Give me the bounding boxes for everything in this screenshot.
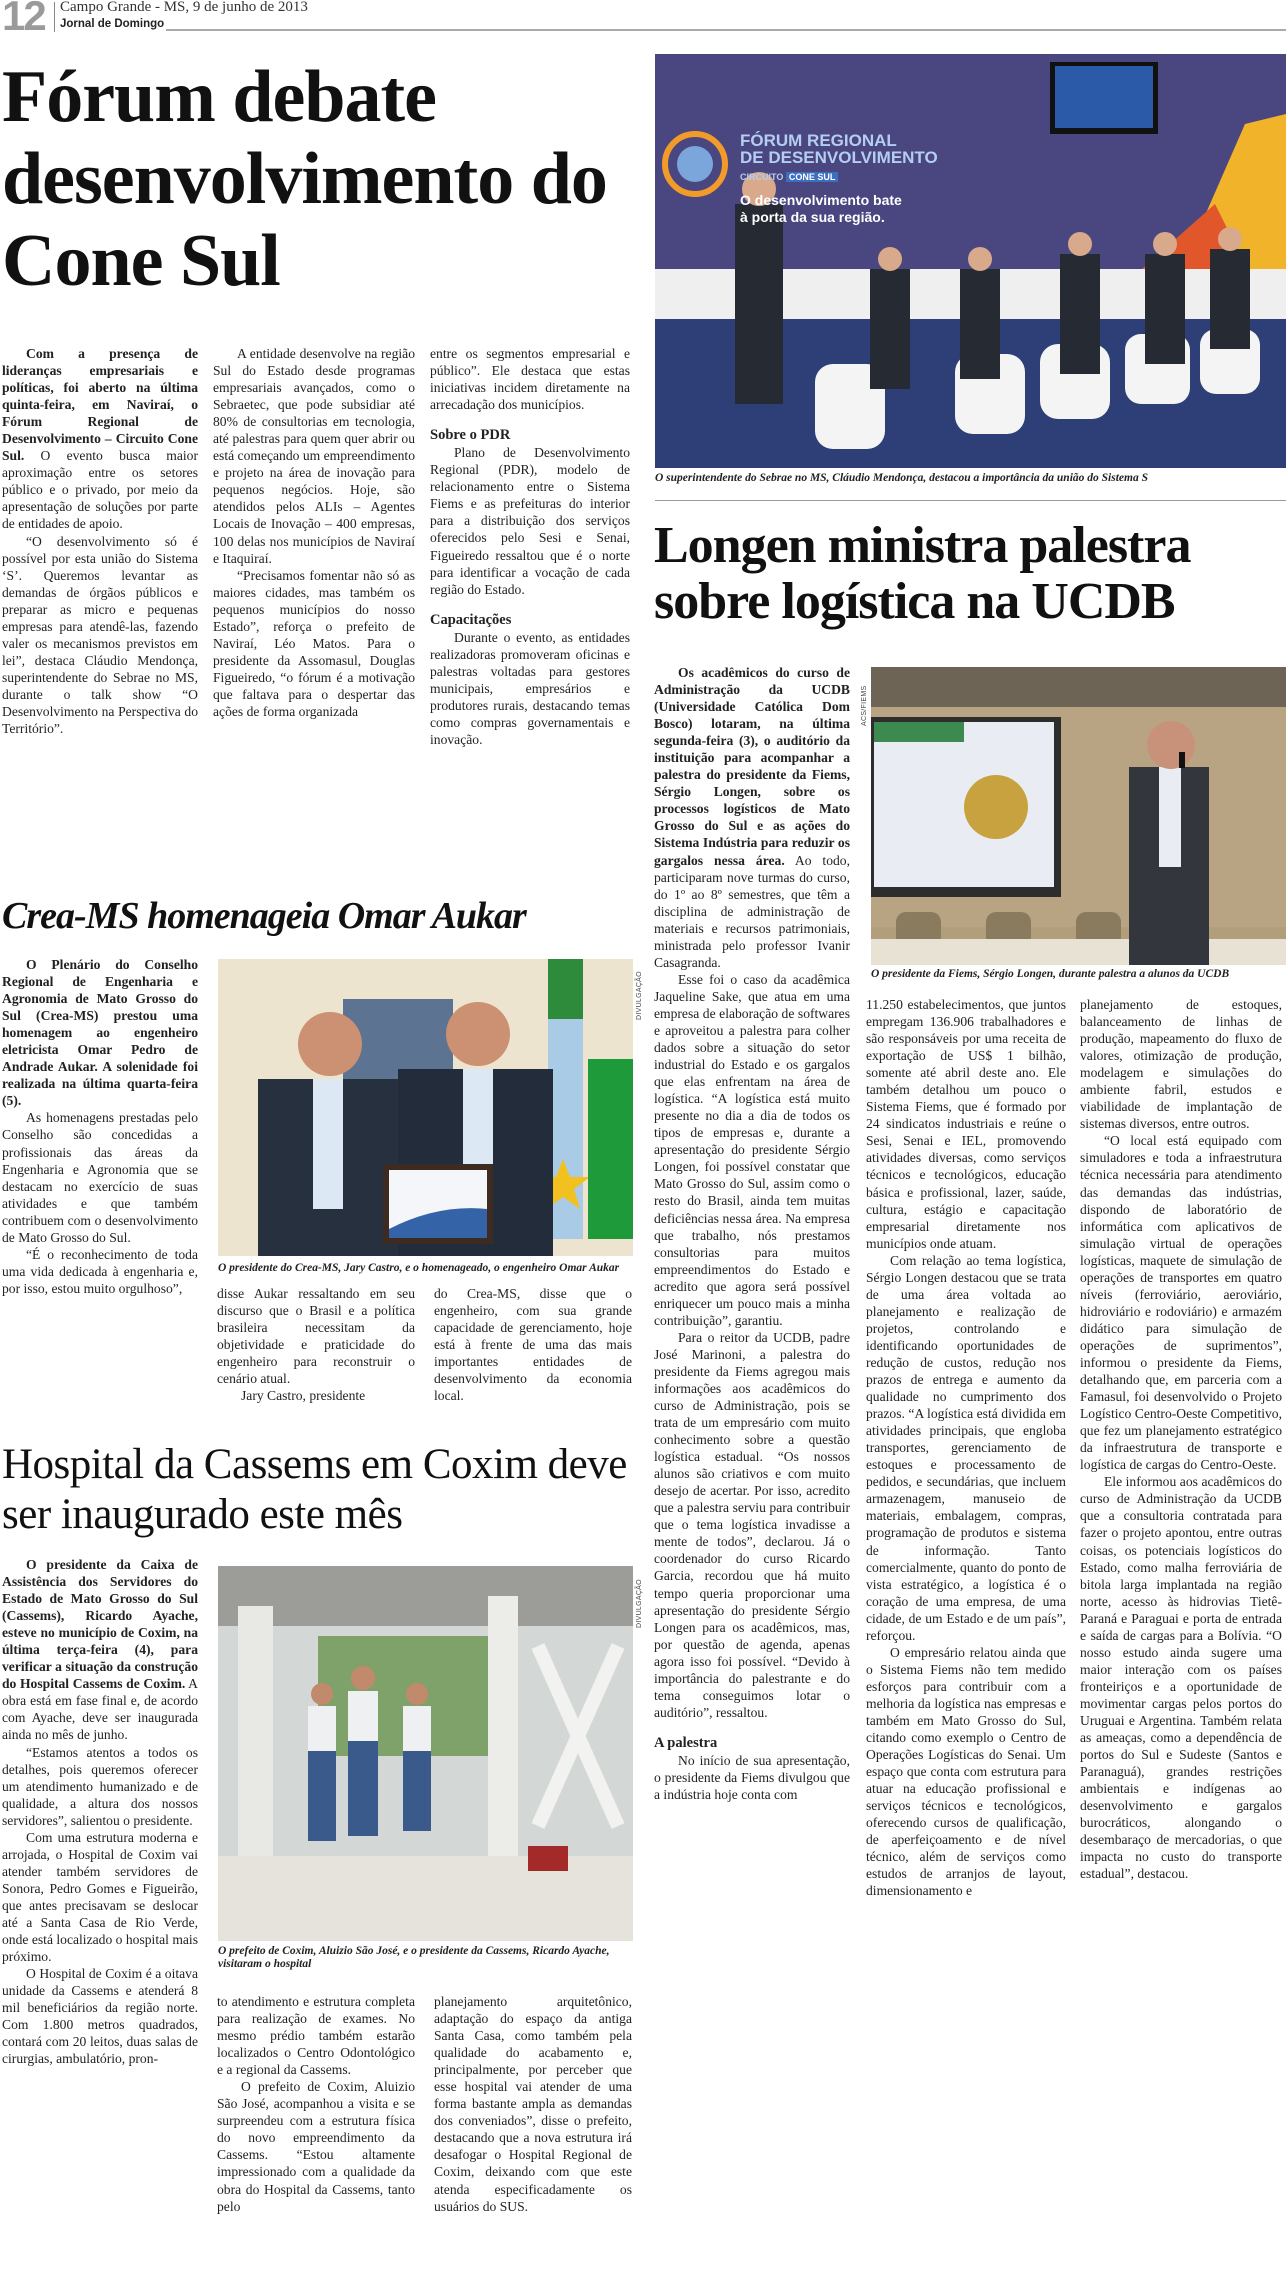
forum-paragraph: A entidade desenvolve na região Sul do Estado desde programas empresariais avançados, como o Sebraetec, que pode subsidiar até 80% de consultorias em tecnologia, até palestras para quem quer abrir ou está começando um empreendimento e projeto na área de inovação para pequenos negócios. Hoje, são atendidos pelos ALIs – Agentes Locais de Inovação – 400 empresas, 100 delas nos municípios de Naviraí e Itaquiraí. <box>213 346 415 566</box>
hospital-headline: Hospital da Cassems em Coxim deve ser inaugurado este mês <box>2 1441 627 1538</box>
crea-paragraph: do Crea-MS, disse que o engenheiro, com sua grande capacidade de gerenciamento, hoje está à frente de uma das mais importantes entidades de desenvolvimento da economia local. <box>434 1286 632 1404</box>
hospital-paragraph: Com uma estrutura moderna e arrojada, o Hospital de Coxim vai atender também servidores de Sonora, Pedro Gomes e Figueirão, que antes precisavam se deslocar até a Santa Casa de Rio Verde, onde está localizado o hospital mais próximo. <box>2 1829 198 1965</box>
longen-lead-rest: Ao todo, participaram nove turmas do curso, do 1º ao 8º semestres, que têm a disciplina de administração de materiais e recursos patrimoniais, ministrada pelo professor Ivanir Casagranda. <box>654 852 850 970</box>
forum-banner-cone-sul: CONE SUL <box>786 172 839 182</box>
page-number: 12 <box>2 0 45 39</box>
hospital-lead: O presidente da Caixa de Assistência dos Servidores do Estado de Mato Grosso do Sul (Cassems), Ricardo Ayache, esteve no município de Coxim, na última terça-feira (4), para verificar a situação da construção do Hospital Cassems de Coxim. <box>2 1557 198 1692</box>
forum-banner <box>740 132 938 226</box>
hospital-paragraph: planejamento arquitetônico, adaptação do espaço da antiga Santa Casa, como também pela qualidade do acabamento e, principalmente, por perceber que esse hospital vai atender de uma forma bastante ampla as demandas dos conveniados”, disse o prefeito, destacando que a nova estrutura irá desafogar o Hospital Regional de Coxim, deixando com que este atenda especificadamente os usuários do SUS. <box>434 1994 632 2214</box>
crea-photo <box>218 959 633 1256</box>
forum-column-2 <box>213 345 415 720</box>
award-illustration <box>218 959 633 1256</box>
forum-banner-circuit <box>740 169 938 186</box>
lecture-illustration <box>871 667 1286 965</box>
masthead <box>0 0 1286 40</box>
forum-column-1 <box>2 345 198 737</box>
forum-subhead-capacitacoes: Capacitações <box>430 611 512 628</box>
longen-paragraph: Ele informou aos acadêmicos do curso de Administração da UCDB que a consultoria contratada para fazer o projeto apontou, entre outras coisas, os potenciais logísticos do Estado, como malha ferroviária de bitola larga implantada na região norte, acesso às hidrovias Tietê-Paraná e Paraguai e porta de entrada e saída de cargas para a Bolívia. “O nosso estudo ainda sugere uma maior interação com os países fronteiriços e a oportunidade de movimentar cargas pelos portos do Uruguai e Argentina. Também relata as ameaças, como a dependência de portos do Sul e Sudeste (Santos e Paranaguá), grandes restrições ambientais e indígenas ao desenvolvimento e gargalos burocráticos, alongando o desembaraço de mercadorias, o que impacta no custo do transporte estadual”, destacou. <box>1080 1474 1282 1882</box>
hospital-paragraph: “Estamos atentos a todos os detalhes, pois queremos oferecer um atendimento humanizado e de qualidade, a altura dos nossos servidores”, salientou o presidente. <box>2 1744 198 1828</box>
hospital-column-2 <box>217 1993 415 2215</box>
crea-column-2 <box>217 1285 415 1404</box>
hospital-paragraph: O Hospital de Coxim é a oitava unidade da Cassems e atenderá 8 mil beneficiários da região norte. Com 1.800 metros quadrados, contará com 20 leitos, duas salas de cirurgias, ambulatório, pron- <box>2 1966 198 2067</box>
longen-paragraph: No início de sua apresentação, o presidente da Fiems divulgou que a indústria hoje conta com <box>654 1752 850 1803</box>
longen-photo-caption: O presidente da Fiems, Sérgio Longen, durante palestra a alunos da UCDB <box>871 968 1230 980</box>
masthead-divider <box>54 2 55 32</box>
forum-stage-illustration <box>655 54 1286 468</box>
forum-paragraph: “Precisamos fomentar não só as maiores cidades, mas também os pequenos municípios do nosso Estado”, reforça o prefeito de Naviraí, Léo Matos. Para o presidente da Assomasul, Douglas Figueiredo, “o fórum é a motivação que faltava para o despertar das ações de forma organizada <box>213 567 415 719</box>
forum-lead: Com a presença de lideranças empresariais e políticas, foi aberto na última quinta-feira, em Naviraí, o Fórum Regional de Desenvolvimento – Circuito Cone Sul. <box>2 346 198 464</box>
forum-banner-title-2: DE DESENVOLVIMENTO <box>740 148 938 167</box>
forum-photo <box>655 54 1286 468</box>
forum-banner-title-1: FÓRUM REGIONAL <box>740 131 897 150</box>
longen-paragraph: 11.250 estabelecimentos, que juntos empregam 136.906 trabalhadores e são responsáveis por uma receita de exportação de US$ 1 bilhão, somente até abril deste ano. Ele também detalhou um pouco o Sistema Fiems, que é formado por 24 sindicatos industriais e reúne o Sesi, Senai e IEL, promovendo atividades diversas, como serviços técnicos e tecnológicos, educação básica e profissional, lazer, saúde, cultura, estágio e capacitação empresarial diretamente nos municípios onde atuam. <box>866 997 1066 1251</box>
longen-subhead-palestra: A palestra <box>654 1734 718 1751</box>
forum-banner-slogan-1: O desenvolvimento bate <box>740 192 902 208</box>
longen-column-3 <box>1080 996 1282 1882</box>
crea-paragraph: disse Aukar ressaltando em seu discurso que o Brasil e a política brasileira necessitam da objetividade e praticidade do engenheiro para reconstruir o cenário atual. <box>217 1286 415 1387</box>
forum-column-3 <box>430 345 630 748</box>
forum-subhead-pdr: Sobre o PDR <box>430 427 511 444</box>
forum-paragraph: Plano de Desenvolvimento Regional (PDR), modelo de relacionamento entre o Sistema Fiems e as prefeituras do interior para a distribuição dos serviços oferecidos pelo Sesi e Senai, Figueiredo ressaltou que é o norte para identificar a vocação de cada região do Estado. <box>430 445 630 597</box>
masthead-rule <box>166 29 1286 31</box>
crea-photo-credit: DIVULGAÇÃO <box>636 971 643 1020</box>
hospital-column-1 <box>2 1556 198 2067</box>
forum-paragraph: entre os segmentos empresarial e público”. Ele destaca que estas iniciativas incidem diretamente na arrecadação dos municípios. <box>430 346 630 413</box>
longen-headline: Longen ministra palestra sobre logística na UCDB <box>654 517 1191 630</box>
longen-photo <box>871 667 1286 965</box>
crea-photo-caption: O presidente do Crea-MS, Jary Castro, e o homenageado, o engenheiro Omar Aukar <box>218 1262 620 1274</box>
forum-photo-caption: O superintendente do Sebrae no MS, Cláudio Mendonça, destacou a importância da união do Sistema S <box>655 472 1148 484</box>
hospital-lead-rest: A obra está em fase final e, de acordo com Ayache, deve ser inaugurada ainda no mês de junho. <box>2 1676 198 1743</box>
forum-paragraph: Durante o evento, as entidades realizadoras promoveram oficinas e palestras voltadas para gestores municipais, empresários e produtores rurais, destacando temas como compras governamentais e inovação. <box>430 629 630 747</box>
longen-paragraph: Para o reitor da UCDB, padre José Marinoni, a palestra do presidente da Fiems agregou mais informações aos acadêmicos do curso de Administração, pois se trata de um empresário com muito conhecimento sobre a questão logística estadual. “Os nossos alunos são criativos e com muito desejo de acertar. Por isso, acredito que a palestra serviu para contribuir que o tema logística invadisse a mente de todos”, declarou. Já o coordenador do curso Ricardo Garcia, recordou que há muito tempo queria proporcionar uma apresentação do presidente Sérgio Longen para os acadêmicos, mas, por questão de agenda, apenas agora isso foi possível. “Devido à importância do palestrante e do tema conseguimos lotar o auditório”, ressaltou. <box>654 1329 850 1720</box>
section-divider <box>655 500 1286 501</box>
crea-column-3 <box>434 1285 632 1404</box>
crea-lead: O Plenário do Conselho Regional de Engenharia e Agronomia de Mato Grosso do Sul (Crea-MS) prestou uma homenagem ao engenheiro eletricista Omar Pedro de Andrade Aukar. A solenidade foi realizada na última quarta-feira (5). <box>2 957 198 1109</box>
hospital-photo <box>218 1566 633 1941</box>
crea-paragraph: As homenagens prestadas pelo Conselho são concedidas a profissionais das áreas da Engenharia e Agronomia que se destacam no exercício de suas atividades e que também contribuem com o desenvolvimento de Mato Grosso do Sul. <box>2 1110 198 1245</box>
forum-headline: Fórum debate desenvolvimento do Cone Sul <box>2 56 607 302</box>
crea-headline: Crea-MS homenageia Omar Aukar <box>2 895 526 937</box>
longen-paragraph: planejamento de estoques, balanceamento de linhas de produção, mapeamento do fluxo de valores, otimização de produção, modelagem e simulações do ambiente fabril, estudos e viabilidade de implantação de sistemas diversos, entre outros. <box>1080 997 1282 1132</box>
crea-paragraph: Jary Castro, presidente <box>241 1388 366 1404</box>
longen-paragraph: Com relação ao tema logística, Sérgio Longen destacou que se trata de uma área voltada ao planejamento e realização de projetos, controlando e identificando oportunidades de redução de custos, redução nos prazos de entrega e aumento da qualidade no cumprimento dos prazos. “A logística está dividida em atividades principais, que engloba transportes, gerenciamento de estoques e processamento de pedidos, e secundárias, que incluem armazenagem, manuseio de materiais, embalagem, compras, programação de produtos e sistema de informação. Tanto comercialmente, quanto do ponto de vista estratégico, a logística é o coração de uma empresa, de uma cidade, de um Estado e de um país”, reforçou. <box>866 1252 1066 1643</box>
hospital-visit-illustration <box>218 1566 633 1941</box>
hospital-column-3 <box>434 1993 632 2215</box>
forum-banner-circuit-label: CIRCUITO <box>740 172 784 182</box>
crea-column-1 <box>2 956 198 1297</box>
date-line: Campo Grande - MS, 9 de junho de 2013 <box>60 0 308 15</box>
longen-paragraph: O empresário relatou ainda que o Sistema Fiems não tem medido esforços para contribuir com a melhoria da logística nas empresas e também em Mato Grosso do Sul, citando como exemplo o Centro de Operações Logísticas do Senai. Um espaço que conta com estrutura para atuar na educação profissional e serviços técnicos e tecnológicos, oferecendo cursos de qualificação, de aperfeiçoamento e de nível técnico, além de serviços como estudos de arranjos de layout, dimensionamento e <box>866 1644 1066 1899</box>
hospital-photo-credit: DIVULGAÇÃO <box>636 1579 643 1628</box>
hospital-paragraph: O prefeito de Coxim, Aluizio São José, acompanhou a visita e se surpreendeu com a estrutura física do novo empreendimento da Cassems. “Estou altamente impressionado com a qualidade da obra do Hospital da Cassems, tanto pelo <box>217 2079 415 2214</box>
longen-lead: Os acadêmicos do curso de Administração da UCDB (Universidade Católica Dom Bosco) lotaram, na última segunda-feira (3), o auditório da instituição para acompanhar a palestra do presidente da Fiems, Sérgio Longen, sobre os processos logísticos de Mato Grosso do Sul e as ações do Sistema Indústria para reduzir os gargalos nessa área. <box>654 665 850 868</box>
paper-name: Jornal de Domingo <box>60 18 165 30</box>
forum-paragraph: “O desenvolvimento só é possível por esta união do Sistema ‘S’. Queremos levantar as demandas de órgãos públicos e preparar as micro e pequenas empresas para atendê-las, fazendo valer os mecanismos previstos em lei”, destaca Cláudio Mendonça, superintendente do Sebrae no MS, durante o talk show “O Desenvolvimento na Perspectiva do Território”. <box>2 533 198 737</box>
forum-lead-rest: O evento busca maior aproximação entre os setores público e o privado, por meio da apresentação de soluções por parte de entidades de apoio. <box>2 448 198 532</box>
longen-column-2 <box>866 996 1066 1899</box>
longen-paragraph: “O local está equipado com simuladores e toda a infraestrutura técnica necessária para atendimento das demandas das indústrias, dispondo de laboratório de informática com aplicativos de simulação virtual de operações logísticas, maquete de simulação de operações de transportes em quatro níveis (ferroviário, aeroviário, hidroviário e rodoviário) e armazém didático para simulação de operações de suprimentos”, informou o presidente da Fiems, detalhando que, em parceria com a Famasul, foi desenvolvido o Projeto Logístico Centro-Oeste Competitivo, que fez um planejamento estratégico da infraestrutura de transporte e logística de cargas do Centro-Oeste. <box>1080 1133 1282 1473</box>
longen-paragraph: Esse foi o caso da acadêmica Jaqueline Sake, que atua em uma empresa de elaboração de softwares e aproveitou a palestra para colher dados sobre a situação do setor industrial do Estado e os gargalos que elas enfrentam na área de logística. “A logística está muito presente no dia a dia de todos os tipos de empresas e, durante a apresentação do presidente Sérgio Longen, foi possível constatar que Mato Grosso do Sul, assim como o resto do Brasil, ainda tem muitas deficiências nessa área. Na empresa que trabalho, nós prestamos consultorias para muitos empreendimentos do Estado e acredito que agora será possível enriquecer um pouco mais a minha contribuição”, garantiu. <box>654 971 850 1328</box>
longen-column-1 <box>654 664 850 1803</box>
longen-photo-credit: ACS/FIEMS <box>861 685 868 726</box>
forum-banner-slogan-2: à porta da sua região. <box>740 209 885 225</box>
crea-paragraph: “É o reconhecimento de toda uma vida dedicada à engenharia e, por isso, estou muito orgulhoso”, <box>2 1246 198 1296</box>
hospital-photo-caption: O prefeito de Coxim, Aluizio São José, e o presidente da Cassems, Ricardo Ayache, visitaram o hospital <box>218 1945 610 1970</box>
hospital-paragraph: to atendimento e estrutura completa para realização de exames. No mesmo prédio também estarão localizados o Centro Odontológico e a regional da Cassems. <box>217 1994 415 2078</box>
